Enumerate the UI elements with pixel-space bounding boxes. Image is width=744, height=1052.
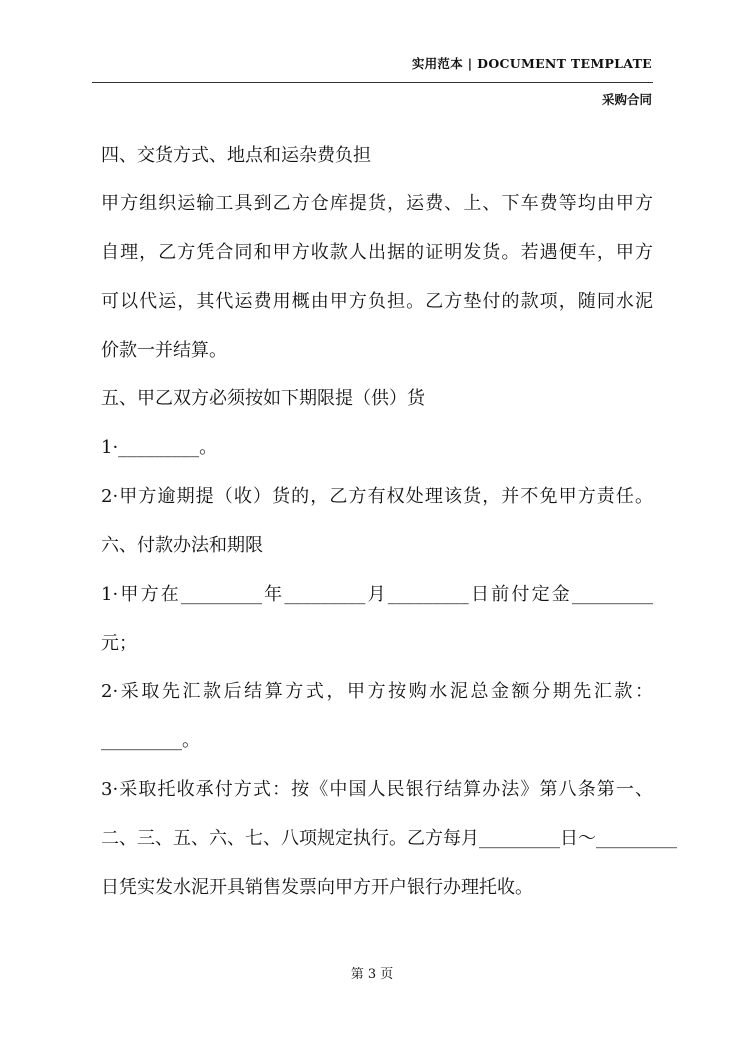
paragraph-line: 2·采取先汇款后结算方式，甲方按购水泥总金额分期先汇款： — [101, 681, 653, 702]
paragraph-line: 3·采取托收承付方式：按《中国人民银行结算办法》第八条第一、 — [101, 779, 653, 800]
paragraph-line: _________。 — [101, 730, 200, 751]
paragraph-line: 可以代运，其代运费用概由甲方负担。乙方垫付的款项，随同水泥 — [101, 291, 653, 312]
section-heading-payment: 六、付款办法和期限 — [101, 535, 263, 556]
paragraph-line: 日凭实发水泥开具销售发票向甲方开户银行办理托收。 — [101, 877, 533, 898]
paragraph-line: 价款一并结算。 — [101, 340, 227, 361]
header-divider — [92, 82, 653, 83]
header-subtitle: 采购合同 — [601, 92, 652, 107]
paragraph-line: 二、三、五、六、七、八项规定执行。乙方每月_________日～_________ — [101, 828, 677, 849]
paragraph-line: 自理，乙方凭合同和甲方收款人出据的证明发货。若遇便车，甲方 — [101, 242, 653, 263]
section-heading-delivery: 四、交货方式、地点和运杂费负担 — [101, 145, 371, 166]
paragraph-line: 1·甲方在_________年_________月_________日前付定金_________ — [101, 584, 653, 605]
paragraph-line: 1·_________。 — [101, 437, 218, 458]
header-title: 实用范本 | DOCUMENT TEMPLATE — [411, 56, 652, 71]
paragraph-line: 元； — [101, 633, 137, 654]
section-heading-schedule: 五、甲乙双方必须按如下期限提（供）货 — [101, 388, 425, 409]
paragraph-line: 2·甲方逾期提（收）货的，乙方有权处理该货，并不免甲方责任。 — [101, 486, 653, 507]
page-number: 第 3 页 — [350, 967, 394, 982]
paragraph-line: 甲方组织运输工具到乙方仓库提货，运费、上、下车费等均由甲方 — [101, 193, 653, 214]
